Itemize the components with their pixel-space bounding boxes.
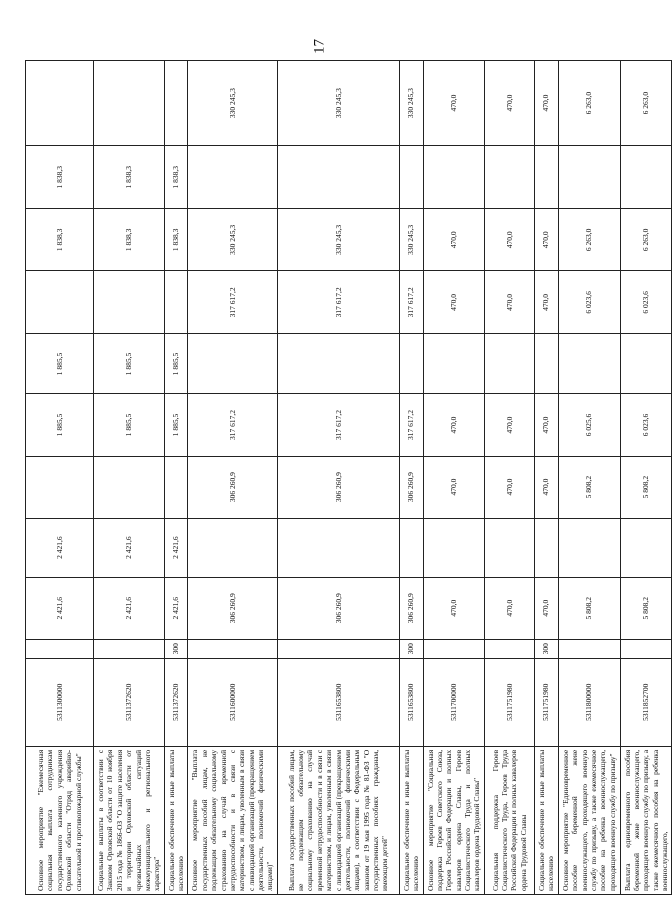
table-row	[188, 61, 277, 895]
amount-cell: 470,0	[484, 61, 534, 146]
amount-cell	[534, 334, 558, 394]
amount-cell	[484, 334, 534, 394]
amount-cell: 5 808,2	[620, 456, 672, 518]
amount-cell: 6 263,0	[558, 209, 620, 271]
table-row	[94, 61, 165, 895]
amount-cell	[277, 518, 399, 577]
amount-cell	[620, 518, 672, 577]
amount-cell: 2 421,6	[94, 577, 165, 639]
amount-cell: 470,0	[423, 456, 484, 518]
amount-cell	[26, 61, 94, 146]
row-name-cell: Выплата единовременного пособия беременной жене военнослужащего, проходящего военную службу по призыву, а также ежемесячного пособия на ребенка военнослужащего,	[620, 746, 672, 894]
amount-cell	[484, 518, 534, 577]
expense-type-cell	[26, 639, 94, 658]
amount-cell: 6 023,6	[620, 271, 672, 334]
amount-cell: 306 260,9	[277, 577, 399, 639]
amount-cell: 470,0	[423, 271, 484, 334]
expense-type-cell: 300	[534, 639, 558, 658]
amount-cell	[164, 61, 188, 146]
amount-cell: 330 245,3	[188, 209, 277, 271]
amount-cell: 2 421,6	[26, 518, 94, 577]
table-body	[26, 61, 672, 895]
amount-cell	[620, 334, 672, 394]
amount-cell: 306 260,9	[277, 456, 399, 518]
amount-cell: 470,0	[534, 394, 558, 456]
amount-cell: 306 260,9	[399, 577, 423, 639]
amount-cell: 470,0	[423, 577, 484, 639]
amount-cell	[188, 146, 277, 209]
amount-cell: 330 245,3	[399, 209, 423, 271]
target-code-cell: 5311800000	[558, 658, 620, 746]
amount-cell	[164, 456, 188, 518]
target-code-cell: 5311751980	[534, 658, 558, 746]
amount-cell	[277, 146, 399, 209]
amount-cell	[484, 146, 534, 209]
table-row	[164, 61, 188, 895]
amount-cell: 470,0	[423, 209, 484, 271]
amount-cell: 1 885,5	[164, 394, 188, 456]
row-name-cell: Основное мероприятие "Единовременное пособие беременной жене военнослужащего, проходящего военную службу по призыву, а также ежемесячное пособие на ребенка военнослужащего, проходящего военную службу по призыву"	[558, 746, 620, 894]
expense-type-cell	[558, 639, 620, 658]
amount-cell: 306 260,9	[188, 456, 277, 518]
row-name-cell: Основное мероприятие "Ежемесячная социальная выплата сотрудникам государственного казенного учреждения Орловской области "Отряд аварийно-спасательной и противопожарной службы"	[26, 746, 94, 894]
amount-cell: 1 885,5	[94, 334, 165, 394]
amount-cell: 470,0	[423, 61, 484, 146]
amount-cell: 470,0	[534, 577, 558, 639]
amount-cell: 6 025,6	[558, 394, 620, 456]
amount-cell: 470,0	[484, 209, 534, 271]
amount-cell	[423, 518, 484, 577]
rotated-table-wrapper	[25, 60, 669, 895]
amount-cell: 1 838,3	[94, 146, 165, 209]
amount-cell: 470,0	[484, 456, 534, 518]
amount-cell	[534, 146, 558, 209]
amount-cell: 470,0	[534, 209, 558, 271]
amount-cell	[399, 146, 423, 209]
target-code-cell: 5311653800	[399, 658, 423, 746]
row-name-cell: Социальное обеспечение и иные выплаты населению	[534, 746, 558, 894]
amount-cell: 1 838,3	[94, 209, 165, 271]
amount-cell: 5 808,2	[558, 456, 620, 518]
amount-cell: 330 245,3	[277, 209, 399, 271]
amount-cell: 470,0	[484, 577, 534, 639]
table-row	[277, 61, 399, 895]
target-code-cell: 5311751980	[484, 658, 534, 746]
table-row	[26, 61, 94, 895]
amount-cell	[164, 271, 188, 334]
amount-cell	[558, 146, 620, 209]
amount-cell	[399, 518, 423, 577]
amount-cell: 470,0	[534, 61, 558, 146]
amount-cell	[94, 271, 165, 334]
amount-cell: 470,0	[534, 456, 558, 518]
amount-cell: 6 263,0	[620, 209, 672, 271]
amount-cell: 1 885,5	[164, 334, 188, 394]
table-row	[484, 61, 534, 895]
amount-cell: 317 617,2	[188, 271, 277, 334]
expense-type-cell	[620, 639, 672, 658]
amount-cell: 470,0	[534, 271, 558, 334]
expense-type-cell: 300	[399, 639, 423, 658]
amount-cell: 317 617,2	[277, 394, 399, 456]
amount-cell: 6 023,6	[620, 394, 672, 456]
target-code-cell: 5311653800	[277, 658, 399, 746]
amount-cell: 470,0	[484, 394, 534, 456]
amount-cell: 5 808,2	[558, 577, 620, 639]
amount-cell: 470,0	[484, 271, 534, 334]
amount-cell: 1 838,3	[26, 209, 94, 271]
amount-cell: 1 885,5	[26, 334, 94, 394]
amount-cell: 1 885,5	[94, 394, 165, 456]
amount-cell	[277, 334, 399, 394]
amount-cell: 6 263,0	[558, 61, 620, 146]
amount-cell	[399, 334, 423, 394]
amount-cell	[188, 518, 277, 577]
expense-type-cell	[277, 639, 399, 658]
amount-cell: 6 023,6	[558, 271, 620, 334]
row-name-cell: Выплата государственных пособий лицам, не подлежащим обязательному социальному страхованию на случай временной нетрудоспособности и в связи с материнством, и лицам, уволенным в связи с ликвидацией организаций (прекращением деятельности, полномочий физическими лицами), в соответствии с Федеральным законом от 19 мая 1995 года № 81-ФЗ "О государственных пособиях гражданам, имеющим детей"	[277, 746, 399, 894]
amount-cell	[94, 61, 165, 146]
row-name-cell: Основное мероприятие "Социальная поддержка Героев Советского Союза, Героев Российской Федерации и полных кавалеров ордена Славы, Героев Социалистического Труда и полных кавалеров ордена Трудовой Славы"	[423, 746, 484, 894]
target-code-cell: 5311600000	[188, 658, 277, 746]
amount-cell: 330 245,3	[188, 61, 277, 146]
row-name-cell: Основное мероприятие "Выплата государственных пособий лицам, не подлежащим обязательному социальному страхованию на случай временной нетрудоспособности и в связи с материнством, и лицам, уволенным в связи с ликвидацией организаций (прекращением деятельности, полномочий физическими лицами)"	[188, 746, 277, 894]
table-row	[423, 61, 484, 895]
amount-cell	[558, 518, 620, 577]
amount-cell	[620, 146, 672, 209]
amount-cell: 1 838,3	[26, 146, 94, 209]
amount-cell: 306 260,9	[399, 456, 423, 518]
amount-cell	[26, 456, 94, 518]
amount-cell: 1 838,3	[164, 146, 188, 209]
amount-cell: 306 260,9	[188, 577, 277, 639]
row-name-cell: Социальное обеспечение и иные выплаты населению	[399, 746, 423, 894]
amount-cell: 2 421,6	[94, 518, 165, 577]
amount-cell: 317 617,2	[399, 271, 423, 334]
amount-cell	[423, 334, 484, 394]
expense-type-cell	[188, 639, 277, 658]
table-row	[534, 61, 558, 895]
table-row	[558, 61, 620, 895]
table-row	[399, 61, 423, 895]
amount-cell: 317 617,2	[277, 271, 399, 334]
amount-cell: 5 808,2	[620, 577, 672, 639]
amount-cell: 317 617,2	[399, 394, 423, 456]
amount-cell: 317 617,2	[188, 394, 277, 456]
budget-sheet	[25, 60, 669, 895]
table-row	[620, 61, 672, 895]
amount-cell	[423, 146, 484, 209]
amount-cell	[26, 271, 94, 334]
amount-cell	[94, 456, 165, 518]
row-name-cell: Социальные выплаты в соответствии с Законом Орловской области от 10 ноября 2015 года № 1866-ОЗ "О защите населения и территории Орловской области от чрезвычайных ситуаций межмуниципального и регионального характера"	[94, 746, 165, 894]
expense-type-cell: 300	[164, 639, 188, 658]
target-code-cell: 5311700000	[423, 658, 484, 746]
expense-type-cell	[423, 639, 484, 658]
expense-type-cell	[484, 639, 534, 658]
amount-cell: 470,0	[423, 394, 484, 456]
row-name-cell: Социальное обеспечение и иные выплаты населению	[164, 746, 188, 894]
amount-cell: 330 245,3	[277, 61, 399, 146]
target-code-cell: 5311300000	[26, 658, 94, 746]
target-code-cell: 5311372620	[164, 658, 188, 746]
budget-table	[25, 60, 672, 895]
expense-type-cell	[94, 639, 165, 658]
amount-cell: 330 245,3	[399, 61, 423, 146]
row-name-cell: Социальная поддержка Героев Социалистического Труда, Героев Труда Российской Федерации и полных кавалеров ордена Трудовой Славы	[484, 746, 534, 894]
target-code-cell: 5311372620	[94, 658, 165, 746]
amount-cell: 2 421,6	[26, 577, 94, 639]
amount-cell: 1 885,5	[26, 394, 94, 456]
amount-cell: 2 421,6	[164, 518, 188, 577]
amount-cell: 6 263,0	[620, 61, 672, 146]
target-code-cell: 5311852700	[620, 658, 672, 746]
amount-cell: 2 421,6	[164, 577, 188, 639]
amount-cell: 1 838,3	[164, 209, 188, 271]
amount-cell	[534, 518, 558, 577]
amount-cell	[188, 334, 277, 394]
amount-cell	[558, 334, 620, 394]
page-number: 17	[311, 39, 328, 54]
